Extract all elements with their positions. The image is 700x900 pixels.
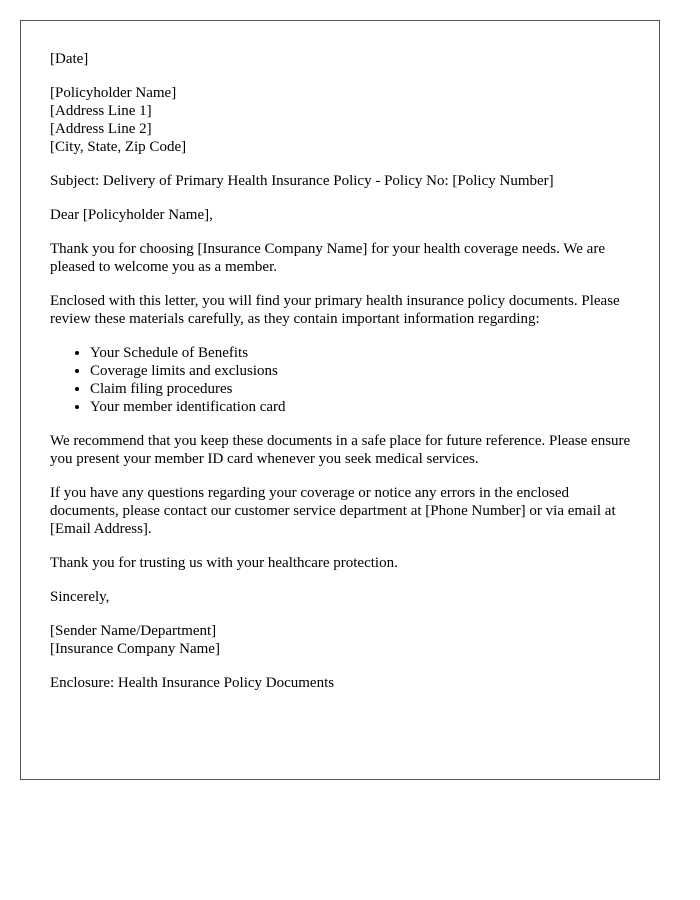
closing: Sincerely, [50,589,110,605]
paragraph-thanks: Thank you for trusting us with your healthcare protection. [50,555,398,571]
recipient-address-line-2: [Address Line 2] [50,121,152,137]
paragraph-safekeeping: We recommend that you keep these documents in a safe place for future reference. Please ensure you present your member ID card whenever you seek medical services. [50,433,631,467]
paragraph-contact: If you have any questions regarding your coverage or notice any errors in the enclosed documents, please contact our customer service department at [Phone Number] or via email at [Email Address]. [50,485,616,537]
recipient-city-state-zip: [City, State, Zip Code] [50,139,187,155]
letter-date: [Date] [50,51,89,67]
subject-line: Subject: Delivery of Primary Health Insurance Policy - Policy No: [Policy Number] [50,173,554,189]
list-item: • Your member identification card [90,398,640,416]
salutation: Dear [Policyholder Name], [50,207,213,223]
sender-name: [Sender Name/Department] [50,623,217,639]
sender-block [50,622,640,658]
recipient-name: [Policyholder Name] [50,85,177,101]
list-item: • Claim filing procedures [90,380,640,398]
letter-page [20,20,660,780]
sender-company: [Insurance Company Name] [50,641,220,657]
list-item: • Coverage limits and exclusions [90,362,640,380]
enclosure-line: Enclosure: Health Insurance Policy Documents [50,675,335,691]
document-contents-list [50,344,640,416]
paragraph-welcome: Thank you for choosing [Insurance Company Name] for your health coverage needs. We are pleased to welcome you as a member. [50,241,605,275]
recipient-address-block [50,84,640,156]
list-item: • Your Schedule of Benefits [90,344,640,362]
letter-body [50,50,640,708]
recipient-address-line-1: [Address Line 1] [50,103,152,119]
paragraph-enclosed-documents: Enclosed with this letter, you will find your primary health insurance policy documents. Please review these materials carefully, as they contain important information regarding: [50,293,620,327]
